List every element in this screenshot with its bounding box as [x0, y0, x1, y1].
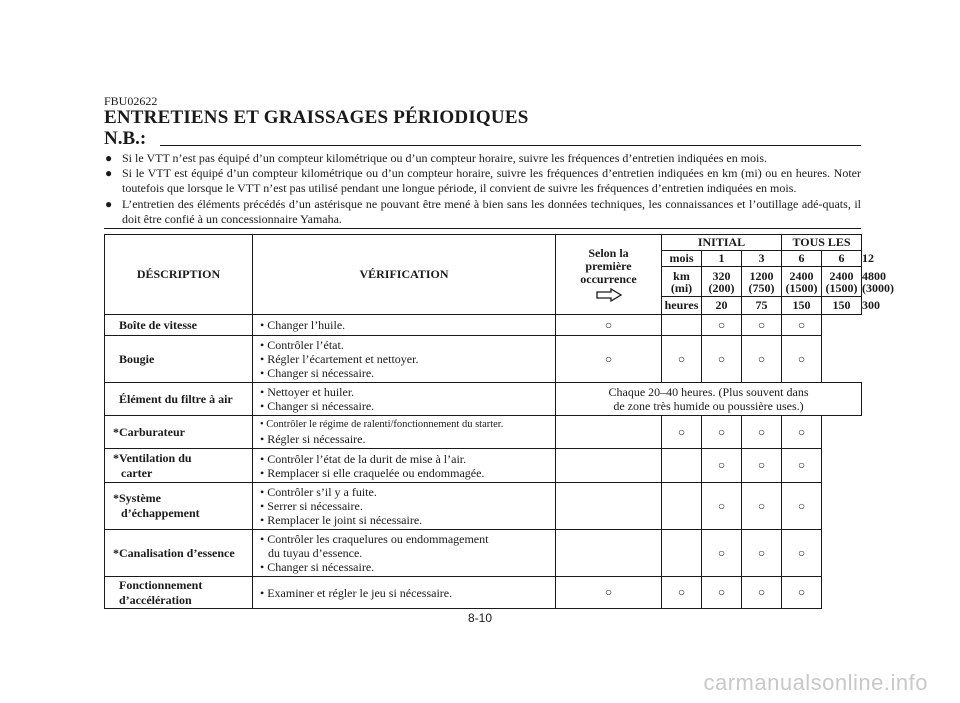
- check-mark-icon: ○: [742, 315, 782, 336]
- check-mark-icon: ○: [782, 577, 822, 609]
- empty-cell: [556, 416, 662, 449]
- empty-cell: [662, 315, 702, 336]
- bullet-icon: ●: [105, 151, 113, 165]
- row-description: Boîte de vitesse: [105, 315, 253, 336]
- document-code: FBU02622: [104, 94, 158, 108]
- check-mark-icon: ○: [556, 336, 662, 383]
- check-mark-icon: ○: [782, 336, 822, 383]
- check-mark-icon: ○: [742, 336, 782, 383]
- check-mark-icon: ○: [702, 336, 742, 383]
- row-verification: • Contrôler l’état. • Régler l’écartement et nettoyer. • Changer si nécessaire.: [253, 336, 556, 383]
- months-value: 6: [822, 251, 862, 267]
- row-verification: • Contrôler le régime de ralenti/fonctionnement du starter. • Régler si nécessaire.: [253, 416, 556, 449]
- check-mark-icon: ○: [702, 530, 742, 577]
- empty-cell: [556, 530, 662, 577]
- check-mark-icon: ○: [702, 416, 742, 449]
- bullet-icon: ●: [105, 166, 113, 181]
- empty-cell: [556, 483, 662, 530]
- arrow-right-icon: [595, 288, 623, 302]
- check-mark-icon: ○: [662, 336, 702, 383]
- km-value: 320 (200): [702, 267, 742, 297]
- check-mark-icon: ○: [662, 577, 702, 609]
- table-row: [105, 449, 862, 483]
- label-months: mois: [662, 251, 702, 267]
- check-mark-icon: ○: [556, 577, 662, 609]
- header-initial: INITIAL: [662, 235, 782, 251]
- nb-rule: [160, 145, 861, 146]
- empty-cell: [662, 530, 702, 577]
- header-first-occurrence: Selon la première occurrence: [556, 235, 662, 315]
- table-row: [105, 336, 862, 383]
- row-verification: • Contrôler s’il y a fuite. • Serrer si nécessaire. • Remplacer le joint si nécessaire.: [253, 483, 556, 530]
- row-verification: • Contrôler les craquelures ou endommagement du tuyau d’essence. • Changer si nécessaire.: [253, 530, 556, 577]
- nb-header: [104, 128, 861, 150]
- check-mark-icon: ○: [742, 483, 782, 530]
- months-value: 6: [782, 251, 822, 267]
- row-description: Fonctionnement d’accélération: [105, 577, 253, 609]
- header-verification: VÉRIFICATION: [253, 235, 556, 315]
- note-item: ● Si le VTT n’est pas équipé d’un compteur kilométrique ou d’un compteur horaire, suivre les fréquences d’entretien indiquées en mois.: [105, 151, 768, 165]
- page-number: 8-10: [467, 611, 493, 625]
- row-description: *Système d’échappement: [105, 483, 253, 530]
- months-value: 1: [702, 251, 742, 267]
- page-title: ENTRETIENS ET GRAISSAGES PÉRIODIQUES: [104, 107, 529, 128]
- check-mark-icon: ○: [742, 530, 782, 577]
- km-value: 2400 (1500): [822, 267, 862, 297]
- row-verification: • Nettoyer et huiler. • Changer si nécessaire.: [253, 383, 556, 416]
- header-every: TOUS LES: [782, 235, 862, 251]
- table-row: [105, 383, 862, 416]
- check-mark-icon: ○: [702, 483, 742, 530]
- row-description: *Ventilation du carter: [105, 449, 253, 483]
- label-km: km (mi): [662, 267, 702, 297]
- check-mark-icon: ○: [782, 530, 822, 577]
- row-verification: • Examiner et régler le jeu si nécessaire.: [253, 577, 556, 609]
- check-mark-icon: ○: [556, 315, 662, 336]
- check-mark-icon: ○: [702, 315, 742, 336]
- row-description: Élément du filtre à air: [105, 383, 253, 416]
- watermark: carmanualsonline.info: [703, 670, 928, 695]
- notes-list: [104, 151, 861, 227]
- nb-label: N.B.:: [104, 128, 147, 149]
- empty-cell: [556, 449, 662, 483]
- check-mark-icon: ○: [782, 483, 822, 530]
- maintenance-table: DÉSCRIPTION VÉRIFICATION Selon la première occurrence INITIAL TOUS LES mois 1 3 6 6 12 km (mi) 320 (200) 1200 (750) 2400 (1500) 2400 (1500) 4800 (3000) heures 20 75 150 150 300 Boîte de vitesse • Changer l’huile. ○ ○ ○ ○ Bougie • Contrôler l’état. • Régler l’écartement et nettoyer. • Changer si nécessaire. ○ ○ ○ ○ ○ Élément du filtre à air • Nettoyer et huiler. • Changer si nécessaire. Chaque 20–40 heures. (Plus souvent dans de zone très humide ou poussière uses.) *Carburateur • Contrôler le régime de ralenti/fonctionnement du starter. • Régler si nécessaire. ○ ○ ○ ○ *Ventilation du carter • Contrôler l’état de la durit de mise à l’air. • Remplacer si elle craquelée ou endommagée. ○ ○ ○ *Système d’échappement • Contrôler s’il y a fuite. • Serrer si nécessaire. • Remplacer le joint si nécessaire. ○ ○ ○ *Canalisation d’essence • Contrôler les craquelures ou endommagement du tuyau d’essence. • Changer si nécessaire. ○ ○ ○ Fonctionnement d’accélération • Examiner et régler le jeu si nécessaire. ○ ○ ○ ○ ○: [104, 234, 862, 609]
- table-row: [105, 483, 862, 530]
- empty-cell: [662, 449, 702, 483]
- header-description: DÉSCRIPTION: [105, 235, 253, 315]
- notes-bottom-rule: [104, 228, 861, 229]
- table-row: [105, 416, 862, 449]
- table-row: [105, 315, 862, 336]
- check-mark-icon: ○: [782, 449, 822, 483]
- hours-value: 150: [782, 297, 822, 315]
- row-description: *Canalisation d’essence: [105, 530, 253, 577]
- empty-cell: [662, 483, 702, 530]
- note-item: ● Si le VTT est équipé d’un compteur kilométrique ou d’un compteur horaire, suivre les fréquences d’entretien indiquées en km (mi) ou en heures. Noter toutefois que lorsque le VTT n’est pas utilisé pendant une longue période, il convient de suivre les fréquences d’entretien indiquées en mois.: [105, 166, 861, 196]
- months-value: 3: [742, 251, 782, 267]
- table-row: [105, 577, 862, 609]
- hours-value: 150: [822, 297, 862, 315]
- table-row: [105, 530, 862, 577]
- row-verification: • Contrôler l’état de la durit de mise à l’air. • Remplacer si elle craquelée ou endommagée.: [253, 449, 556, 483]
- check-mark-icon: ○: [702, 449, 742, 483]
- check-mark-icon: ○: [662, 416, 702, 449]
- note-item: ● L’entretien des éléments précédés d’un astérisque ne pouvant être mené à bien sans les données techniques, les connaissances et l’outillage adé-quats, il doit être confié à un concessionnaire Yamaha.: [105, 196, 861, 226]
- row-description: *Carburateur: [105, 416, 253, 449]
- check-mark-icon: ○: [782, 416, 822, 449]
- check-mark-icon: ○: [782, 315, 822, 336]
- km-value: 1200 (750): [742, 267, 782, 297]
- hours-value: 20: [702, 297, 742, 315]
- label-hours: heures: [662, 297, 702, 315]
- row-verification: • Changer l’huile.: [253, 315, 556, 336]
- bullet-icon: ●: [105, 196, 113, 211]
- row-description: Bougie: [105, 336, 253, 383]
- check-mark-icon: ○: [702, 577, 742, 609]
- km-value: 2400 (1500): [782, 267, 822, 297]
- hours-value: 75: [742, 297, 782, 315]
- check-mark-icon: ○: [742, 416, 782, 449]
- check-mark-icon: ○: [742, 577, 782, 609]
- interval-note: Chaque 20–40 heures. (Plus souvent dans de zone très humide ou poussière uses.): [556, 383, 862, 416]
- check-mark-icon: ○: [742, 449, 782, 483]
